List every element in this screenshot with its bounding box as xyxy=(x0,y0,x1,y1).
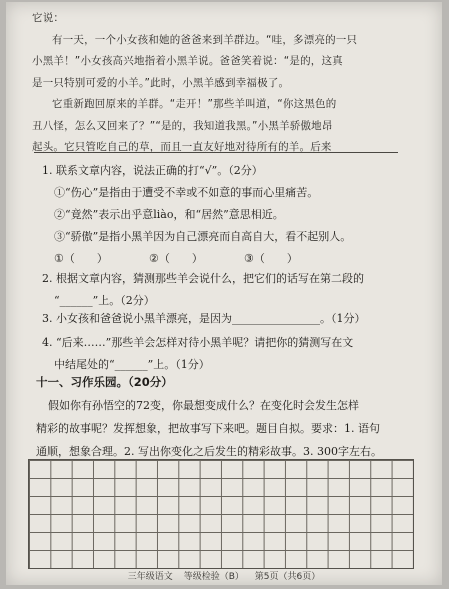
footer-exam: 等级检验（B） xyxy=(183,572,244,582)
question-1-item-2: ②“竟然”表示出乎意liào，和“居然”意思相近。 xyxy=(54,208,284,221)
choice-3[interactable]: ③（ ） xyxy=(244,252,298,265)
section-title: 十一、习作乐园。（20分） xyxy=(36,375,173,389)
question-2-line-1: 2. 根据文章内容，猜测那些羊会说什么，把它们的话写在第二段的 xyxy=(42,272,364,285)
passage-line: 是一只特别可爱的小羊。”此时，小黑羊感到幸福极了。 xyxy=(32,76,290,89)
passage-line: 起头。它只管吃自己的草，而且一直友好地对待所有的羊。后来 xyxy=(32,141,332,153)
page-footer xyxy=(6,569,442,582)
passage-line: 丑八怪，怎么又回来了？”“是的，我知道我黑。”小黑羊骄傲地昂 xyxy=(32,119,333,132)
footer-subject: 三年级语文 xyxy=(127,572,173,582)
reading-passage xyxy=(32,8,402,159)
prompt-line: 精彩的故事呢？发挥想象，把故事写下来吧。题目自拟。要求：1. 语句 xyxy=(36,422,380,435)
prompt-line: 通顺，想象合理。2. 写出你变化之后发生的精彩故事。3. 300字左右。 xyxy=(36,445,382,458)
question-1-stem: 1. 联系文章内容，说法正确的打“√”。（2分） xyxy=(42,164,263,177)
answer-line-ending xyxy=(34,152,398,153)
passage-line: 小黑羊！”小女孩高兴地指着小黑羊说。爸爸笑着说：“是的，这真 xyxy=(32,55,343,67)
question-4-line-2: 中结尾处的“______”上。（1分） xyxy=(54,358,210,371)
question-1 xyxy=(42,160,412,270)
question-2-line-2: “______”上。（2分） xyxy=(54,294,155,307)
writing-grid[interactable] xyxy=(28,459,414,569)
question-1-item-3: ③“骄傲”是指小黑羊因为自己漂亮而自高自大，看不起别人。 xyxy=(54,230,352,243)
passage-line: 它说： xyxy=(32,12,65,24)
question-1-item-1: ①“伤心”是指由于遭受不幸或不如意的事而心里痛苦。 xyxy=(54,186,319,199)
prompt-line: 假如你有孙悟空的72变，你最想变成什么？在变化时会发生怎样 xyxy=(48,399,359,412)
choice-1[interactable]: ①（ ） xyxy=(54,252,108,265)
question-3 xyxy=(42,308,412,330)
choice-2[interactable]: ②（ ） xyxy=(149,252,203,265)
exam-page xyxy=(6,2,442,585)
question-3-line-1: 3. 小女孩和爸爸说小黑羊漂亮，是因为________________。（1分） xyxy=(42,312,366,325)
writing-prompt xyxy=(36,394,416,463)
question-1-choices xyxy=(42,248,412,270)
passage-line: 有一天，一个小女孩和她的爸爸来到羊群边。“哇，多漂亮的一只 xyxy=(52,33,358,46)
footer-page-number: 第5页（共6页） xyxy=(254,572,321,582)
passage-line: 它重新跑回原来的羊群。“走开！”那些羊叫道，“你这黑色的 xyxy=(52,98,337,110)
question-2 xyxy=(42,268,412,312)
question-4 xyxy=(42,332,412,376)
question-4-line-1: 4. “后来……”那些羊会怎样对待小黑羊呢？请把你的猜测写在文 xyxy=(42,336,354,349)
